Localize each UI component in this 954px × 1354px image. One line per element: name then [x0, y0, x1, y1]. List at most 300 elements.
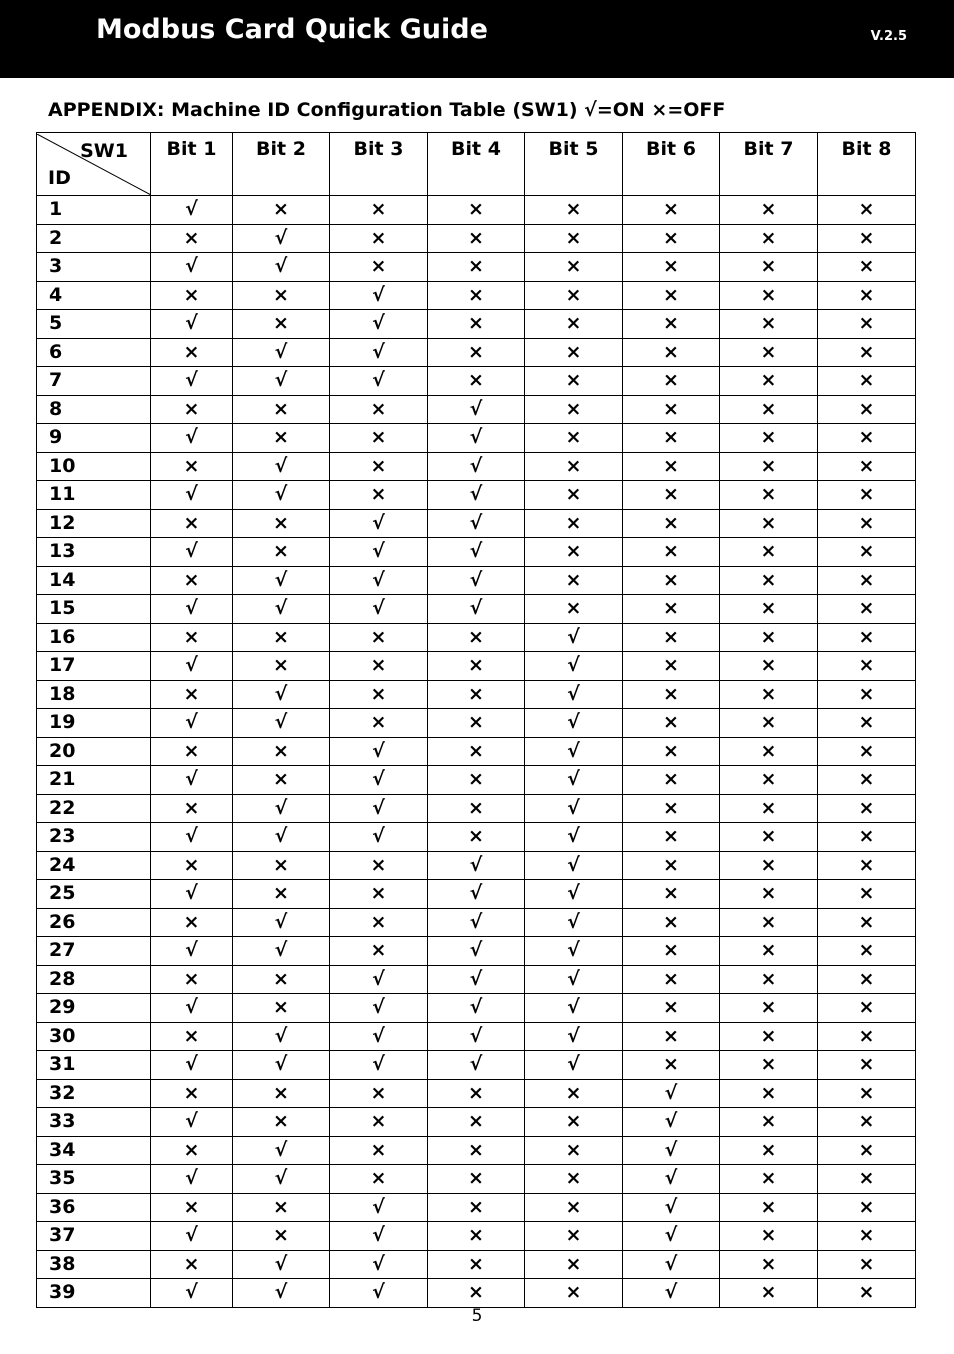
bit-1-cell: ×: [151, 338, 233, 367]
bit-5-cell: √: [525, 680, 623, 709]
bit-6-cell: √: [623, 1222, 720, 1251]
bit-5-cell: √: [525, 794, 623, 823]
id-cell: 38: [37, 1250, 151, 1279]
bit-7-cell: ×: [720, 566, 818, 595]
id-cell: 20: [37, 737, 151, 766]
id-cell: 11: [37, 481, 151, 510]
bit-4-cell: ×: [428, 1222, 525, 1251]
bit-7-cell: ×: [720, 595, 818, 624]
table-row: [37, 880, 916, 909]
bit-1-cell: √: [151, 310, 233, 339]
bit-5-cell: √: [525, 965, 623, 994]
bit-8-cell: ×: [818, 395, 916, 424]
table-row: [37, 481, 916, 510]
bit-7-cell: ×: [720, 1051, 818, 1080]
table-row: [37, 994, 916, 1023]
bit-6-cell: ×: [623, 509, 720, 538]
bit-5-cell: ×: [525, 538, 623, 567]
bit-6-cell: ×: [623, 253, 720, 282]
id-cell: 27: [37, 937, 151, 966]
bit-3-cell: ×: [330, 1079, 428, 1108]
bit-7-cell: ×: [720, 823, 818, 852]
bit-4-cell: ×: [428, 823, 525, 852]
id-cell: 3: [37, 253, 151, 282]
column-header-bit-1: Bit 1: [151, 133, 233, 196]
bit-4-cell: ×: [428, 367, 525, 396]
bit-5-cell: ×: [525, 1279, 623, 1308]
bit-5-cell: ×: [525, 595, 623, 624]
column-header-bit-5: Bit 5: [525, 133, 623, 196]
bit-1-cell: √: [151, 1222, 233, 1251]
table-body: [37, 196, 916, 1308]
bit-7-cell: ×: [720, 395, 818, 424]
table-row: [37, 623, 916, 652]
bit-3-cell: ×: [330, 481, 428, 510]
bit-3-cell: √: [330, 310, 428, 339]
table-row: [37, 538, 916, 567]
bit-4-cell: ×: [428, 1193, 525, 1222]
bit-8-cell: ×: [818, 452, 916, 481]
id-cell: 8: [37, 395, 151, 424]
bit-3-cell: ×: [330, 680, 428, 709]
bit-7-cell: ×: [720, 766, 818, 795]
bit-6-cell: ×: [623, 1051, 720, 1080]
bit-1-cell: √: [151, 1165, 233, 1194]
bit-3-cell: √: [330, 281, 428, 310]
bit-5-cell: ×: [525, 481, 623, 510]
bit-8-cell: ×: [818, 1051, 916, 1080]
bit-8-cell: ×: [818, 566, 916, 595]
id-cell: 17: [37, 652, 151, 681]
bit-4-cell: ×: [428, 253, 525, 282]
id-label: ID: [48, 167, 71, 189]
id-cell: 10: [37, 452, 151, 481]
bit-4-cell: ×: [428, 310, 525, 339]
bit-8-cell: ×: [818, 1022, 916, 1051]
bit-5-cell: ×: [525, 509, 623, 538]
bit-3-cell: ×: [330, 224, 428, 253]
id-cell: 19: [37, 709, 151, 738]
bit-6-cell: ×: [623, 395, 720, 424]
bit-3-cell: √: [330, 1250, 428, 1279]
bit-7-cell: ×: [720, 1250, 818, 1279]
id-cell: 1: [37, 196, 151, 225]
bit-4-cell: √: [428, 965, 525, 994]
bit-2-cell: ×: [233, 424, 330, 453]
bit-6-cell: ×: [623, 709, 720, 738]
bit-7-cell: ×: [720, 1079, 818, 1108]
id-cell: 23: [37, 823, 151, 852]
table-row: [37, 1136, 916, 1165]
table-row: [37, 766, 916, 795]
bit-1-cell: √: [151, 424, 233, 453]
bit-2-cell: √: [233, 253, 330, 282]
table-row: [37, 595, 916, 624]
bit-8-cell: ×: [818, 623, 916, 652]
bit-5-cell: ×: [525, 1108, 623, 1137]
bit-1-cell: ×: [151, 281, 233, 310]
id-cell: 37: [37, 1222, 151, 1251]
bit-5-cell: ×: [525, 395, 623, 424]
bit-2-cell: √: [233, 338, 330, 367]
table-row: [37, 1079, 916, 1108]
id-cell: 28: [37, 965, 151, 994]
bit-3-cell: ×: [330, 880, 428, 909]
bit-5-cell: √: [525, 709, 623, 738]
bit-1-cell: √: [151, 1279, 233, 1308]
bit-4-cell: √: [428, 509, 525, 538]
bit-6-cell: ×: [623, 338, 720, 367]
bit-8-cell: ×: [818, 595, 916, 624]
id-cell: 12: [37, 509, 151, 538]
bit-7-cell: ×: [720, 937, 818, 966]
id-cell: 13: [37, 538, 151, 567]
bit-1-cell: √: [151, 709, 233, 738]
bit-3-cell: ×: [330, 908, 428, 937]
bit-1-cell: ×: [151, 965, 233, 994]
table-row: [37, 737, 916, 766]
bit-1-cell: ×: [151, 623, 233, 652]
bit-7-cell: ×: [720, 452, 818, 481]
bit-6-cell: √: [623, 1108, 720, 1137]
bit-7-cell: ×: [720, 281, 818, 310]
bit-4-cell: ×: [428, 680, 525, 709]
bit-7-cell: ×: [720, 680, 818, 709]
table-row: [37, 1193, 916, 1222]
bit-2-cell: ×: [233, 851, 330, 880]
bit-6-cell: ×: [623, 595, 720, 624]
bit-7-cell: ×: [720, 908, 818, 937]
bit-1-cell: √: [151, 481, 233, 510]
bit-2-cell: ×: [233, 737, 330, 766]
bit-1-cell: ×: [151, 1079, 233, 1108]
table-row: [37, 395, 916, 424]
table-row: [37, 424, 916, 453]
bit-2-cell: ×: [233, 1108, 330, 1137]
bit-2-cell: √: [233, 680, 330, 709]
bit-1-cell: √: [151, 253, 233, 282]
bit-3-cell: √: [330, 566, 428, 595]
bit-5-cell: ×: [525, 452, 623, 481]
bit-1-cell: ×: [151, 794, 233, 823]
id-cell: 21: [37, 766, 151, 795]
bit-6-cell: ×: [623, 566, 720, 595]
id-cell: 24: [37, 851, 151, 880]
id-cell: 18: [37, 680, 151, 709]
bit-8-cell: ×: [818, 1108, 916, 1137]
bit-7-cell: ×: [720, 652, 818, 681]
bit-3-cell: ×: [330, 253, 428, 282]
bit-7-cell: ×: [720, 1279, 818, 1308]
bit-6-cell: ×: [623, 908, 720, 937]
id-cell: 7: [37, 367, 151, 396]
id-cell: 35: [37, 1165, 151, 1194]
bit-3-cell: ×: [330, 851, 428, 880]
id-cell: 33: [37, 1108, 151, 1137]
bit-1-cell: ×: [151, 1250, 233, 1279]
document-title: Modbus Card Quick Guide: [96, 14, 488, 45]
bit-8-cell: ×: [818, 281, 916, 310]
bit-4-cell: √: [428, 851, 525, 880]
bit-5-cell: ×: [525, 253, 623, 282]
bit-6-cell: ×: [623, 310, 720, 339]
bit-1-cell: √: [151, 937, 233, 966]
bit-3-cell: ×: [330, 937, 428, 966]
bit-6-cell: √: [623, 1193, 720, 1222]
bit-4-cell: ×: [428, 1250, 525, 1279]
table-row: [37, 196, 916, 225]
bit-7-cell: ×: [720, 338, 818, 367]
bit-1-cell: ×: [151, 1136, 233, 1165]
table-row: [37, 709, 916, 738]
column-header-bit-8: Bit 8: [818, 133, 916, 196]
bit-5-cell: √: [525, 1022, 623, 1051]
table-row: [37, 823, 916, 852]
bit-8-cell: ×: [818, 1279, 916, 1308]
bit-2-cell: √: [233, 595, 330, 624]
bit-8-cell: ×: [818, 310, 916, 339]
table-row: [37, 281, 916, 310]
bit-4-cell: √: [428, 566, 525, 595]
bit-6-cell: ×: [623, 965, 720, 994]
bit-7-cell: ×: [720, 509, 818, 538]
bit-7-cell: ×: [720, 196, 818, 225]
bit-4-cell: ×: [428, 737, 525, 766]
bit-3-cell: ×: [330, 196, 428, 225]
bit-6-cell: ×: [623, 538, 720, 567]
bit-4-cell: ×: [428, 1108, 525, 1137]
bit-1-cell: √: [151, 1108, 233, 1137]
bit-3-cell: √: [330, 509, 428, 538]
bit-2-cell: ×: [233, 196, 330, 225]
table-row: [37, 367, 916, 396]
bit-2-cell: ×: [233, 509, 330, 538]
table-row: [37, 1165, 916, 1194]
bit-3-cell: ×: [330, 1136, 428, 1165]
bit-6-cell: ×: [623, 680, 720, 709]
bit-4-cell: √: [428, 424, 525, 453]
bit-2-cell: ×: [233, 395, 330, 424]
appendix-title: APPENDIX: Machine ID Configuration Table (SW1) √=ON ×=OFF: [48, 99, 726, 121]
bit-3-cell: √: [330, 965, 428, 994]
bit-4-cell: ×: [428, 709, 525, 738]
bit-7-cell: ×: [720, 623, 818, 652]
id-cell: 34: [37, 1136, 151, 1165]
bit-5-cell: ×: [525, 1250, 623, 1279]
bit-1-cell: √: [151, 1051, 233, 1080]
bit-7-cell: ×: [720, 538, 818, 567]
bit-2-cell: ×: [233, 281, 330, 310]
bit-2-cell: √: [233, 908, 330, 937]
bit-2-cell: ×: [233, 1222, 330, 1251]
bit-7-cell: ×: [720, 224, 818, 253]
table-row: [37, 1222, 916, 1251]
bit-2-cell: √: [233, 1250, 330, 1279]
bit-8-cell: ×: [818, 338, 916, 367]
bit-2-cell: √: [233, 1136, 330, 1165]
table-row: [37, 937, 916, 966]
bit-5-cell: √: [525, 937, 623, 966]
bit-4-cell: √: [428, 994, 525, 1023]
bit-4-cell: ×: [428, 652, 525, 681]
bit-4-cell: ×: [428, 338, 525, 367]
bit-7-cell: ×: [720, 481, 818, 510]
id-cell: 9: [37, 424, 151, 453]
bit-7-cell: ×: [720, 1222, 818, 1251]
bit-2-cell: √: [233, 1051, 330, 1080]
table-row: [37, 1279, 916, 1308]
bit-2-cell: √: [233, 823, 330, 852]
bit-3-cell: √: [330, 1279, 428, 1308]
bit-3-cell: √: [330, 338, 428, 367]
version-label: V.2.5: [870, 29, 907, 44]
bit-4-cell: ×: [428, 1136, 525, 1165]
bit-7-cell: ×: [720, 1108, 818, 1137]
bit-1-cell: ×: [151, 680, 233, 709]
table-row: [37, 851, 916, 880]
bit-6-cell: ×: [623, 452, 720, 481]
bit-8-cell: ×: [818, 367, 916, 396]
bit-2-cell: ×: [233, 1193, 330, 1222]
machine-id-table: [36, 132, 916, 1308]
bit-3-cell: √: [330, 766, 428, 795]
bit-6-cell: ×: [623, 424, 720, 453]
bit-4-cell: ×: [428, 794, 525, 823]
bit-6-cell: ×: [623, 224, 720, 253]
bit-1-cell: √: [151, 196, 233, 225]
bit-3-cell: √: [330, 737, 428, 766]
bit-8-cell: ×: [818, 253, 916, 282]
bit-5-cell: ×: [525, 1079, 623, 1108]
bit-3-cell: √: [330, 794, 428, 823]
bit-2-cell: ×: [233, 965, 330, 994]
bit-2-cell: √: [233, 1279, 330, 1308]
id-cell: 15: [37, 595, 151, 624]
bit-8-cell: ×: [818, 994, 916, 1023]
bit-3-cell: ×: [330, 424, 428, 453]
table-row: [37, 1022, 916, 1051]
bit-4-cell: ×: [428, 1279, 525, 1308]
bit-3-cell: √: [330, 1022, 428, 1051]
bit-8-cell: ×: [818, 880, 916, 909]
bit-6-cell: ×: [623, 737, 720, 766]
bit-6-cell: ×: [623, 851, 720, 880]
bit-2-cell: √: [233, 566, 330, 595]
bit-7-cell: ×: [720, 851, 818, 880]
id-cell: 30: [37, 1022, 151, 1051]
bit-7-cell: ×: [720, 1193, 818, 1222]
bit-1-cell: √: [151, 367, 233, 396]
bit-7-cell: ×: [720, 794, 818, 823]
bit-8-cell: ×: [818, 481, 916, 510]
bit-3-cell: ×: [330, 1165, 428, 1194]
bit-1-cell: ×: [151, 737, 233, 766]
column-header-bit-4: Bit 4: [428, 133, 525, 196]
id-cell: 36: [37, 1193, 151, 1222]
bit-7-cell: ×: [720, 424, 818, 453]
bit-1-cell: √: [151, 652, 233, 681]
bit-3-cell: ×: [330, 652, 428, 681]
bit-6-cell: ×: [623, 994, 720, 1023]
bit-4-cell: √: [428, 937, 525, 966]
bit-6-cell: ×: [623, 880, 720, 909]
bit-8-cell: ×: [818, 1165, 916, 1194]
table-row: [37, 908, 916, 937]
bit-5-cell: √: [525, 623, 623, 652]
page-header: [0, 0, 954, 78]
table-row: [37, 1108, 916, 1137]
bit-2-cell: √: [233, 452, 330, 481]
table-row: [37, 452, 916, 481]
bit-2-cell: √: [233, 794, 330, 823]
bit-8-cell: ×: [818, 709, 916, 738]
id-cell: 2: [37, 224, 151, 253]
bit-5-cell: √: [525, 880, 623, 909]
bit-5-cell: √: [525, 1051, 623, 1080]
bit-3-cell: √: [330, 994, 428, 1023]
bit-5-cell: ×: [525, 424, 623, 453]
bit-1-cell: ×: [151, 1193, 233, 1222]
bit-5-cell: ×: [525, 338, 623, 367]
bit-4-cell: √: [428, 1022, 525, 1051]
bit-3-cell: √: [330, 367, 428, 396]
bit-2-cell: ×: [233, 880, 330, 909]
bit-5-cell: ×: [525, 367, 623, 396]
bit-3-cell: ×: [330, 623, 428, 652]
bit-4-cell: ×: [428, 224, 525, 253]
bit-4-cell: √: [428, 908, 525, 937]
bit-8-cell: ×: [818, 937, 916, 966]
bit-7-cell: ×: [720, 994, 818, 1023]
bit-7-cell: ×: [720, 737, 818, 766]
bit-7-cell: ×: [720, 709, 818, 738]
bit-4-cell: √: [428, 1051, 525, 1080]
bit-8-cell: ×: [818, 908, 916, 937]
bit-8-cell: ×: [818, 794, 916, 823]
bit-8-cell: ×: [818, 737, 916, 766]
bit-8-cell: ×: [818, 766, 916, 795]
bit-6-cell: √: [623, 1279, 720, 1308]
bit-6-cell: √: [623, 1165, 720, 1194]
bit-5-cell: ×: [525, 310, 623, 339]
column-header-bit-7: Bit 7: [720, 133, 818, 196]
bit-3-cell: √: [330, 1222, 428, 1251]
bit-6-cell: ×: [623, 823, 720, 852]
bit-2-cell: √: [233, 1165, 330, 1194]
bit-8-cell: ×: [818, 823, 916, 852]
bit-8-cell: ×: [818, 652, 916, 681]
id-cell: 31: [37, 1051, 151, 1080]
bit-1-cell: ×: [151, 509, 233, 538]
table-row: [37, 310, 916, 339]
bit-8-cell: ×: [818, 1136, 916, 1165]
bit-2-cell: ×: [233, 623, 330, 652]
bit-1-cell: √: [151, 766, 233, 795]
bit-8-cell: ×: [818, 538, 916, 567]
bit-7-cell: ×: [720, 880, 818, 909]
bit-2-cell: √: [233, 937, 330, 966]
bit-5-cell: √: [525, 766, 623, 795]
bit-2-cell: ×: [233, 310, 330, 339]
table-row: [37, 338, 916, 367]
bit-5-cell: √: [525, 737, 623, 766]
id-cell: 29: [37, 994, 151, 1023]
bit-3-cell: ×: [330, 1108, 428, 1137]
bit-3-cell: √: [330, 1051, 428, 1080]
bit-4-cell: ×: [428, 766, 525, 795]
table-row: [37, 965, 916, 994]
bit-3-cell: √: [330, 595, 428, 624]
